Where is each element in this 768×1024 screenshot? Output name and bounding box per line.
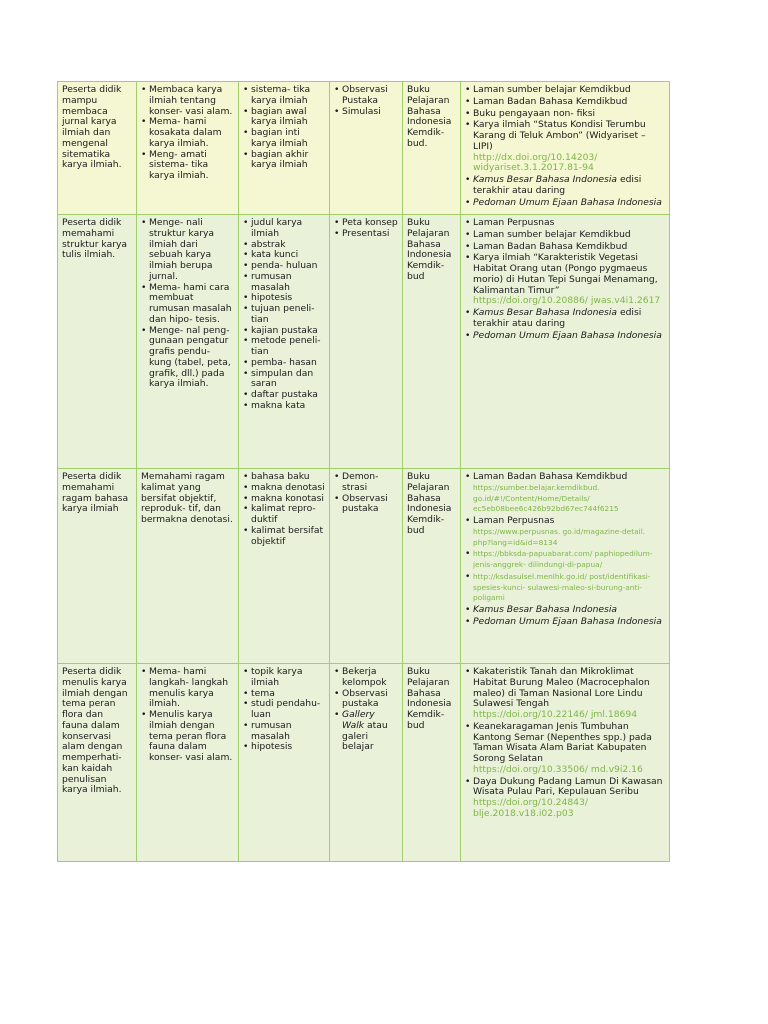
sumber-item — [465, 572, 665, 604]
sumber-text: Karya ilmiah “Karakteristik Vegetasi Habitat Orang utan (Pongo pygmaeus morio) di Hutan Tepi Sungai Menamang, Kalimantan Timur” — [473, 252, 658, 296]
metode-list — [334, 218, 398, 240]
sumber-italic-text: Kamus Besar Bahasa Indonesia — [473, 604, 618, 616]
metode-item — [334, 689, 398, 711]
materi-item: • topik karya ilmiah — [243, 667, 325, 689]
sumber-link[interactable]: https://doi.org/10.24843/ blje.2018.v18.i02.p03 — [473, 797, 588, 819]
sumber-item — [465, 617, 665, 628]
materi-item: • makna konotasi — [243, 494, 325, 505]
materi-item: • bagian inti karya ilmiah — [243, 128, 325, 150]
sumber-italic-text: Kamus Besar Bahasa Indonesia — [473, 174, 618, 186]
sumber-text: Kakateristik Tanah dan Mikroklimat Habitat Burung Maleo (Macrocephalon maleo) di Taman Nasional Lore Lindu Sulawesi Tengah — [473, 666, 650, 710]
sumber-text: Laman Badan Bahasa Kemdikbud — [473, 240, 628, 252]
sumber-text: Daya Dukung Padang Lamun Di Kawasan Wisata Pulau Pari, Kepulauan Seribu — [473, 775, 663, 798]
kegiatan-item: • Menulis karya ilmiah dengan tema peran flora fauna dalam konser- vasi alam. — [141, 710, 234, 764]
materi-item: • pemba- hasan — [243, 358, 325, 369]
metode-cell — [330, 469, 403, 664]
sumber-link[interactable]: https://www.perpusnas. go.id/magazine-detail. php?lang=id&id=8134 — [473, 526, 646, 547]
kegiatan-cell — [137, 82, 239, 215]
materi-item: • makna kata — [243, 401, 325, 412]
materi-item: • sistema- tika karya ilmiah — [243, 85, 325, 107]
sumber-cell — [461, 469, 670, 664]
kegiatan-text: Memahami ragam kalimat yang bersifat objektif, reproduk- tif, dan bermakna denotasi. — [141, 471, 233, 526]
materi-cell — [239, 469, 330, 664]
metode-item: • Simulasi — [334, 107, 398, 118]
sumber-text: Laman sumber belajar Kemdikbud — [473, 228, 631, 240]
buku-cell — [403, 215, 461, 469]
metode-item: • Presentasi — [334, 229, 398, 240]
tujuan-cell — [58, 82, 137, 215]
metode-list — [334, 85, 398, 117]
materi-cell — [239, 82, 330, 215]
syllabus-body — [58, 82, 670, 862]
metode-item — [334, 667, 398, 689]
sumber-item — [465, 605, 665, 616]
tujuan-cell — [58, 469, 137, 664]
sumber-cell — [461, 664, 670, 862]
materi-item: • kalimat bersifat objektif — [243, 526, 325, 548]
materi-item: • metode peneli- tian — [243, 336, 325, 358]
metode-list — [334, 472, 398, 515]
tujuan-text: Peserta didik memahami ragam bahasa karya ilmiah — [62, 471, 129, 515]
materi-item: • judul karya ilmiah — [243, 218, 325, 240]
sumber-item — [465, 198, 665, 209]
sumber-item — [465, 253, 665, 307]
sumber-item — [465, 472, 665, 515]
materi-list — [243, 85, 325, 171]
sumber-item — [465, 109, 665, 120]
metode-text: Bekerja kelompok — [342, 666, 387, 688]
sumber-link[interactable]: http://ksdasulsel.menlhk.go.id/ post/identifikasi-spesies-kunci- sulawesi-maleo-si-burung-anti-poligami — [473, 571, 651, 603]
metode-item — [334, 710, 398, 753]
sumber-text: Laman Perpusnas — [473, 217, 555, 228]
sumber-item — [465, 218, 665, 229]
materi-item: • bagian awal karya ilmiah — [243, 107, 325, 129]
metode-text: Observasi pustaka — [342, 687, 388, 710]
sumber-item — [465, 722, 665, 776]
sumber-italic-text: Pedoman Umum Ejaan Bahasa Indonesia — [473, 615, 662, 627]
sumber-item — [465, 85, 665, 96]
syllabus-row — [58, 82, 670, 215]
materi-item: • tujuan peneli- tian — [243, 304, 325, 326]
sumber-link[interactable]: http://dx.doi.org/10.14203/ widyariset.3.1.2017.81-94 — [473, 151, 598, 174]
materi-item: • kata kunci — [243, 250, 325, 261]
sumber-link[interactable]: https://doi.org/10.33506/ md.v9i2.16 — [473, 763, 643, 775]
materi-item: • rumusan masalah — [243, 721, 325, 743]
sumber-cell — [461, 82, 670, 215]
kegiatan-cell — [137, 469, 239, 664]
buku-text: Buku Pelajaran Bahasa Indonesia Kemdik- bud — [407, 217, 452, 282]
materi-item: • rumusan masalah — [243, 272, 325, 294]
sumber-list — [465, 218, 665, 341]
metode-cell — [330, 82, 403, 215]
metode-item: • Observasi pustaka — [334, 494, 398, 516]
materi-item: • bahasa baku — [243, 472, 325, 483]
materi-item: • abstrak — [243, 240, 325, 251]
sumber-text: Keanekaragaman Jenis Tumbuhan Kantong Semar (Nepenthes spp.) pada Taman Wisata Alam Bariat Kabupaten Sorong Selatan — [473, 720, 652, 765]
sumber-italic-text: Pedoman Umum Ejaan Bahasa Indonesia — [473, 196, 662, 208]
sumber-item — [465, 308, 665, 330]
metode-item: • Observasi Pustaka — [334, 85, 398, 107]
sumber-list — [465, 85, 665, 208]
materi-cell — [239, 215, 330, 469]
sumber-item — [465, 331, 665, 342]
tujuan-text: Peserta didik memahami struktur karya tulis ilmiah. — [62, 217, 128, 261]
sumber-text: edisi terakhir atau daring — [473, 307, 642, 329]
materi-item: • simpulan dan saran — [243, 369, 325, 391]
kegiatan-list — [141, 667, 234, 764]
sumber-item — [465, 230, 665, 241]
buku-cell — [403, 82, 461, 215]
sumber-italic-text: Kamus Besar Bahasa Indonesia — [473, 307, 618, 319]
sumber-list — [465, 472, 665, 628]
syllabus-row — [58, 664, 670, 862]
sumber-item — [465, 175, 665, 197]
kegiatan-cell — [137, 215, 239, 469]
kegiatan-item: • Membaca karya ilmiah tentang konser- vasi alam. — [141, 85, 234, 117]
kegiatan-list — [141, 85, 234, 182]
sumber-text: Laman sumber belajar Kemdikbud — [473, 84, 631, 95]
syllabus-table — [57, 81, 670, 862]
sumber-item — [465, 516, 665, 548]
sumber-item — [465, 120, 665, 174]
materi-item: • daftar pustaka — [243, 390, 325, 401]
materi-item: • hipotesis — [243, 293, 325, 304]
sumber-item — [465, 667, 665, 721]
tujuan-text: Peserta didik menulis karya ilmiah dengan tema peran flora dan fauna dalam konservasi alam dengan memperhati- kan kaidah penulisan karya ilmiah. — [62, 666, 128, 796]
sumber-item — [465, 549, 665, 571]
sumber-text: Buku pengayaan non- fiksi — [473, 107, 596, 119]
tujuan-text: Peserta didik mampu membaca jurnal karya ilmiah dan mengenal sitematika karya ilmiah. — [62, 84, 122, 171]
sumber-text: edisi terakhir atau daring — [473, 174, 642, 196]
metode-item: • Demon- strasi — [334, 472, 398, 494]
materi-item: • tema — [243, 689, 325, 700]
sumber-text: Laman Badan Bahasa Kemdikbud — [473, 95, 628, 107]
sumber-text: Laman Badan Bahasa Kemdikbud — [473, 471, 628, 482]
buku-cell — [403, 664, 461, 862]
materi-item: • penda- huluan — [243, 261, 325, 272]
sumber-item — [465, 777, 665, 820]
materi-item: • kalimat repro- duktif — [243, 504, 325, 526]
sumber-item — [465, 97, 665, 108]
sumber-list — [465, 667, 665, 820]
sumber-link[interactable]: https://bbksda-papuabarat.com/ paphiopedilum-jenis-anggrek- dilindungi-di-papua/ — [473, 549, 653, 570]
kegiatan-item: • Mema- hami kosakata dalam karya ilmiah. — [141, 117, 234, 149]
metode-cell — [330, 215, 403, 469]
sumber-link[interactable]: https://sumber.belajar.kemdikbud. go.id/#!/Content/Home/Details/ ec5eb08bee6c426b92bd67ec744f6215 — [473, 482, 619, 514]
sumber-link[interactable]: https://doi.org/10.20886/ jwas.v4i1.2617 — [473, 295, 661, 307]
sumber-link[interactable]: https://doi.org/10.22146/ jml.18694 — [473, 709, 638, 721]
materi-item: • makna denotasi — [243, 483, 325, 494]
kegiatan-item: • Mema- hami cara membuat rumusan masalah dan hipo- tesis. — [141, 283, 234, 326]
materi-item: • kajian pustaka — [243, 326, 325, 337]
materi-cell — [239, 664, 330, 862]
kegiatan-item: • Menge- nali struktur karya ilmiah dari sebuah karya ilmiah berupa jurnal. — [141, 218, 234, 283]
buku-text: Buku Pelajaran Bahasa Indonesia Kemdik- bud — [407, 666, 452, 731]
kegiatan-list — [141, 218, 234, 390]
metode-list — [334, 667, 398, 753]
tujuan-cell — [58, 664, 137, 862]
materi-item: • studi pendahu- luan — [243, 699, 325, 721]
metode-text: atau galeri belajar — [342, 719, 388, 753]
buku-text: Buku Pelajaran Bahasa Indonesia Kemdik- bud. — [407, 84, 452, 149]
tujuan-cell — [58, 215, 137, 469]
buku-text: Buku Pelajaran Bahasa Indonesia Kemdik- bud — [407, 471, 452, 536]
buku-cell — [403, 469, 461, 664]
sumber-cell — [461, 215, 670, 469]
materi-list — [243, 218, 325, 412]
sumber-text: Karya ilmiah “Status Kondisi Terumbu Karang di Teluk Ambon” (Widyariset – LIPI) — [473, 119, 646, 152]
syllabus-row — [58, 469, 670, 664]
materi-item: • hipotesis — [243, 742, 325, 753]
metode-cell — [330, 664, 403, 862]
sumber-italic-text: Pedoman Umum Ejaan Bahasa Indonesia — [473, 329, 662, 341]
materi-list — [243, 472, 325, 547]
materi-item: • bagian akhir karya ilmiah — [243, 150, 325, 172]
kegiatan-item: • Menge- nal peng- gunaan pengatur grafis pendu- kung (tabel, peta, grafik, dll.) pada karya ilmiah. — [141, 326, 234, 391]
sumber-text: Laman Perpusnas — [473, 515, 555, 527]
materi-list — [243, 667, 325, 753]
kegiatan-item: • Meng- amati sistema- tika karya ilmiah. — [141, 150, 234, 182]
metode-italic-text: Gallery Walk — [342, 709, 375, 731]
sumber-item — [465, 242, 665, 253]
metode-item: • Peta konsep — [334, 218, 398, 229]
kegiatan-cell — [137, 664, 239, 862]
kegiatan-item: • Mema- hami langkah- langkah menulis karya ilmiah. — [141, 667, 234, 710]
syllabus-row — [58, 215, 670, 469]
